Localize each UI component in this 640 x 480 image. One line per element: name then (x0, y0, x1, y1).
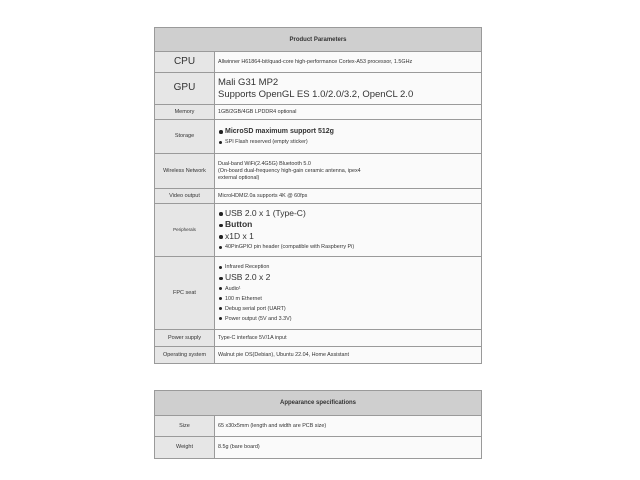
gpu-row (155, 73, 482, 105)
fpc-row (155, 257, 482, 330)
wireless-value (215, 154, 482, 189)
storage-label: Storage (155, 120, 215, 154)
weight-label: Weight (155, 437, 215, 459)
fpc-item: Infrared Reception (218, 262, 481, 272)
os-row (155, 347, 482, 364)
gpu-value (215, 73, 482, 105)
fpc-item: USB 2.0 x 2 (218, 272, 481, 284)
video-label: Video output (155, 189, 215, 204)
wireless-label: Wireless Network (155, 154, 215, 189)
gpu-label: GPU (155, 73, 215, 105)
power-label: Power supply (155, 330, 215, 347)
os-label: Operating system (155, 347, 215, 364)
fpc-item: Debug serial port (UART) (218, 304, 481, 314)
product-parameters-table (154, 27, 482, 364)
fpc-item: Power output (5V and 3.3V) (218, 314, 481, 324)
peripherals-item: USB 2.0 x 1 (Type-C) (218, 208, 481, 220)
peripherals-item: 40PinGPIO pin header (compatible with Raspberry Pi) (218, 242, 481, 252)
peripherals-value (215, 204, 482, 257)
appearance-specifications-header: Appearance specifications (155, 391, 482, 416)
fpc-item: 100 m Ethernet (218, 294, 481, 304)
fpc-label: FPC seat (155, 257, 215, 330)
peripherals-row (155, 204, 482, 257)
peripherals-item: Button (218, 219, 481, 231)
weight-value: 8.5g (bare board) (215, 437, 482, 459)
memory-label: Memory (155, 105, 215, 120)
gpu-line-1: Mali G31 MP2 (218, 76, 279, 88)
size-label: Size (155, 416, 215, 437)
wireless-row (155, 154, 482, 189)
size-value: 65 x30x5mm (length and width are PCB size) (215, 416, 482, 437)
gpu-line-2: Supports OpenGL ES 1.0/2.0/3.2, OpenCL 2.0 (218, 88, 414, 100)
storage-row (155, 120, 482, 154)
peripherals-label: Peripherals (155, 204, 215, 257)
storage-item: MicroSD maximum support 512g (218, 126, 481, 138)
cpu-row (155, 52, 482, 73)
cpu-value: Allwinner H61864-bit/quad-core high-performance Cortex-A53 processor, 1.5GHz (215, 52, 482, 73)
video-value: MicroHDMI2.0a supports 4K @ 60fps (215, 189, 482, 204)
memory-value: 1GB/2GB/4GB LPDDR4 optional (215, 105, 482, 120)
memory-row (155, 105, 482, 120)
os-value: Walnut pie OS(Debian), Ubuntu 22.04, Home Assistant (215, 347, 482, 364)
peripherals-item: x1D x 1 (218, 231, 481, 243)
product-parameters-header: Product Parameters (155, 28, 482, 52)
video-row (155, 189, 482, 204)
storage-item: SPI Flash reserved (empty sticker) (218, 137, 481, 147)
size-row (155, 416, 482, 437)
appearance-specifications-table (154, 390, 482, 459)
wireless-line-1: Dual-band WiFi(2.4G5G) Bluetooth 5.0 (218, 160, 311, 167)
power-row (155, 330, 482, 347)
weight-row (155, 437, 482, 459)
storage-value (215, 120, 482, 154)
cpu-label: CPU (155, 52, 215, 73)
wireless-line-3: external optional) (218, 174, 260, 181)
fpc-item: Audio¹ (218, 284, 481, 294)
power-value: Type-C interface 5V/1A input (215, 330, 482, 347)
fpc-value (215, 257, 482, 330)
wireless-line-2: (On-board dual-frequency high-gain ceramic antenna, ipex4 (218, 167, 361, 174)
